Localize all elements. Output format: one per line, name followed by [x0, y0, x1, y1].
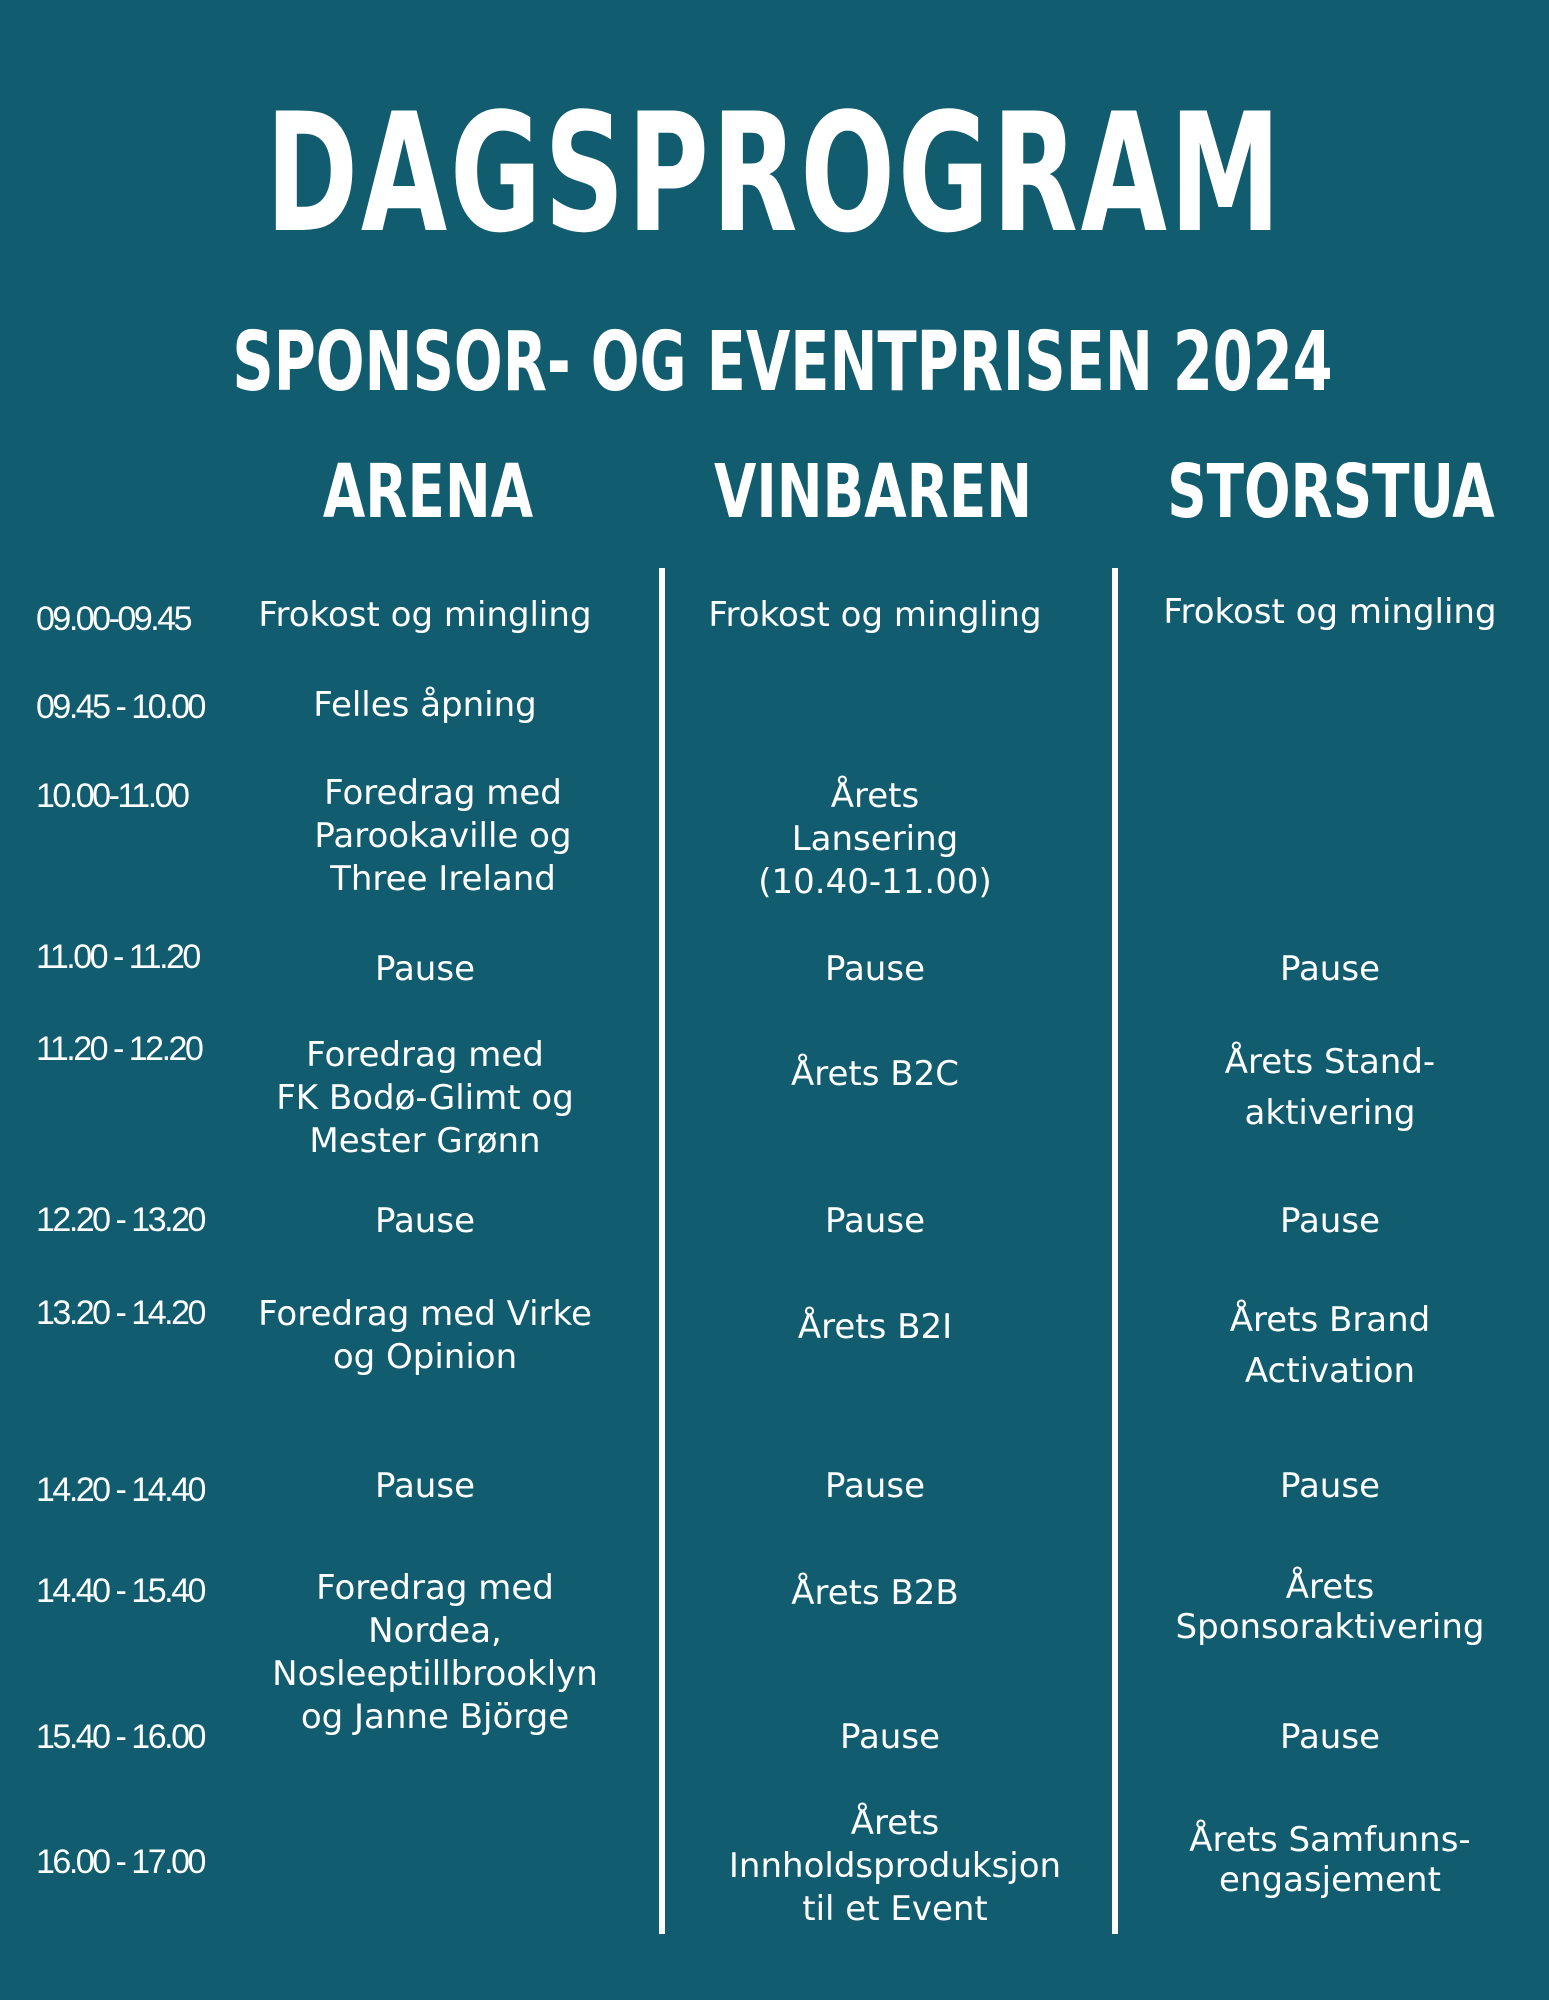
arena-session: Felles åpning — [313, 685, 537, 725]
page-subtitle: SPONSOR- OG EVENTPRISEN 2024 — [232, 315, 1333, 410]
storstua-session: Pause — [1280, 1717, 1380, 1757]
column-header-vinbaren: VINBAREN — [713, 449, 1033, 535]
arena-session: Foredrag med Virke og Opinion — [258, 1294, 592, 1377]
storstua-session: Pause — [1280, 1201, 1380, 1241]
vinbaren-session: Pause — [825, 949, 925, 989]
time-slot: 14.20 - 14.40 — [36, 1471, 204, 1509]
time-slot: 09.45 - 10.00 — [36, 688, 204, 726]
column-divider-right — [1112, 568, 1118, 1934]
vinbaren-session: Årets Lansering (10.40-11.00) — [758, 776, 992, 902]
arena-session: Foredrag med Parookaville og Three Ireland — [314, 773, 572, 899]
time-slot: 16.00 - 17.00 — [36, 1843, 204, 1881]
vinbaren-session: Årets Innholdsproduksjon til et Event — [728, 1803, 1062, 1929]
column-header-arena: ARENA — [322, 449, 534, 535]
arena-session: Frokost og mingling — [258, 595, 592, 635]
storstua-session: Frokost og mingling — [1163, 592, 1497, 632]
vinbaren-session: Pause — [825, 1466, 925, 1506]
arena-session: Foredrag med FK Bodø-Glimt og Mester Grønn — [276, 1035, 574, 1161]
storstua-session: Årets Samfunns- engasjement — [1189, 1820, 1471, 1900]
time-slot: 15.40 - 16.00 — [36, 1718, 204, 1756]
storstua-session: Pause — [1280, 949, 1380, 989]
storstua-session: Årets Sponsoraktivering — [1175, 1567, 1485, 1647]
storstua-session: Pause — [1280, 1466, 1380, 1506]
vinbaren-session: Årets B2I — [797, 1307, 953, 1347]
column-divider-left — [659, 568, 665, 1934]
vinbaren-session: Pause — [825, 1201, 925, 1241]
time-slot: 14.40 - 15.40 — [36, 1572, 204, 1610]
time-slot: 09.00-09.45 — [36, 600, 190, 638]
page-title: DAGSPROGRAM — [265, 78, 1284, 269]
storstua-session: Årets Stand- aktivering — [1224, 1042, 1436, 1133]
arena-session: Pause — [375, 949, 475, 989]
time-slot: 11.20 - 12.20 — [36, 1030, 202, 1068]
storstua-session: Årets Brand Activation — [1229, 1300, 1431, 1391]
arena-session: Pause — [375, 1466, 475, 1506]
column-header-storstua: STORSTUA — [1167, 449, 1495, 535]
arena-session: Pause — [375, 1201, 475, 1241]
vinbaren-session: Pause — [840, 1717, 940, 1757]
vinbaren-session: Årets B2C — [791, 1054, 959, 1094]
time-slot: 12.20 - 13.20 — [36, 1201, 204, 1239]
time-slot: 11.00 - 11.20 — [36, 938, 199, 976]
vinbaren-session: Frokost og mingling — [708, 595, 1042, 635]
time-slot: 10.00-11.00 — [36, 777, 188, 815]
time-slot: 13.20 - 14.20 — [36, 1294, 204, 1332]
vinbaren-session: Årets B2B — [791, 1573, 959, 1613]
arena-session: Foredrag med Nordea, Nosleeptillbrooklyn og Janne Björge — [272, 1568, 598, 1737]
